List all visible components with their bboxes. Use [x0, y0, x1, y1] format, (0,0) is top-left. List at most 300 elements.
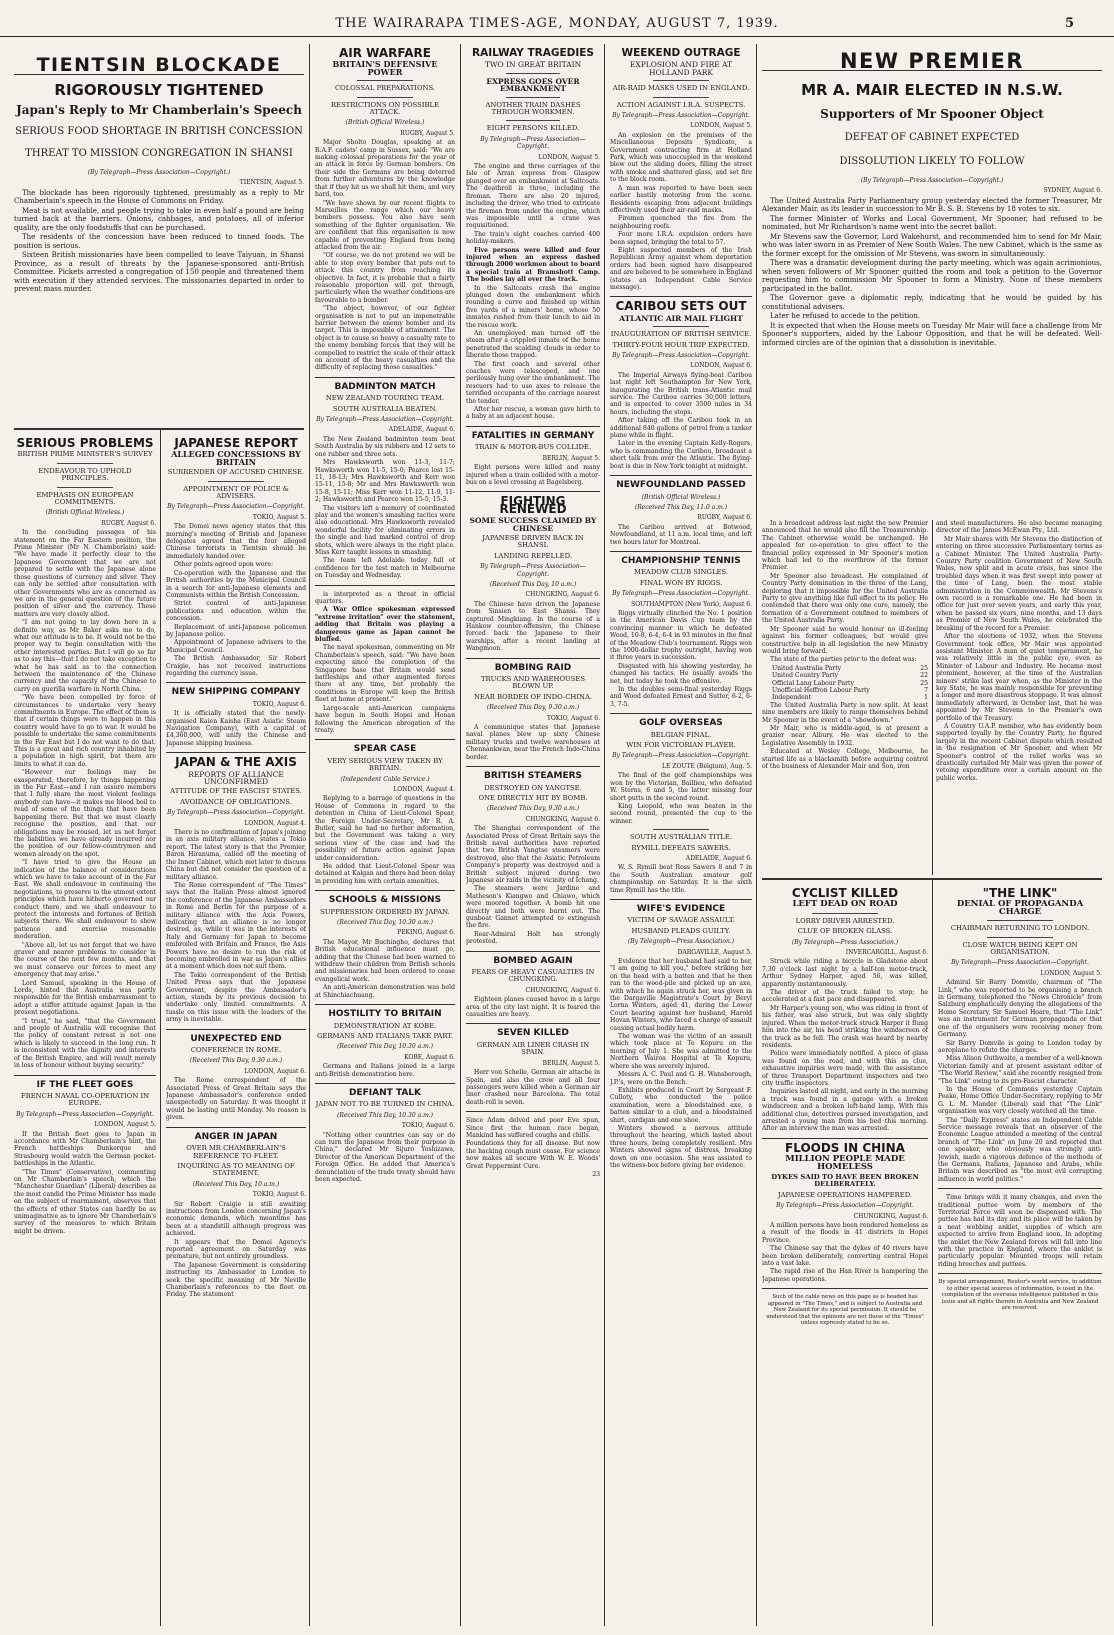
paragraph: "The Times" (Conservative), commenting on Mr Chamberlain's speech, which the "Manchester Guardian" (Liberal) describes as the most candid the Prime Minister has made on the subject of rearmament, observes that the effects of other States can hardly be as unimaginative as to ignore Mr Chamberlain's survey of the measures to which Britain might be driven.	[14, 1168, 156, 1235]
paragraph: Evidence that her husband had said to her, "I am going to kill you," before striking her on the head with a batten and that he then ran to the wood-pile and picked up an axe, with which he again struck her, was given in the Dargaville Magistrate's Court by Beryl Lorna Winters, aged 41, during the Lower Court hearing against her husband, Harold Hovan Winters, who faced a charge of assault causing actual bodily harm.	[610, 958, 752, 1032]
paragraph: The Chinese have driven the Japanese from Sinsien to East Shansi. They captured Mingkiang. In the course of a Hankow counter-offensive, the Chinese forced back the Japanese to their warships, after a recent landing at Wangmoon.	[466, 600, 600, 653]
subheading: SOUTH AUSTRALIAN TITLE.	[629, 833, 733, 842]
paragraph: The train's eight coaches carried 400 holiday-makers.	[466, 230, 600, 246]
paragraph: The Shanghai correspondent of the Associated Press of Great Britain says the British naval authorities have reported that two British Yangtse steamers were destroyed, also that the Asiatic Petroleum Company's property was destroyed and a British subject injured during two Japanese air raids in the vicinity of Ichang.	[466, 825, 600, 884]
headline: TIENTSIN BLOCKADE	[36, 54, 282, 76]
dateline: LONDON, August 5.	[690, 122, 752, 130]
headline: SEVEN KILLED	[497, 1028, 569, 1039]
paragraph: Later he refused to accede to the petition.	[770, 312, 921, 321]
subheading: MEADOW CLUB SINGLES.	[634, 568, 728, 577]
paragraph: The Mayor, Mr Buchingho, declares that British educational influence must go, adding that the Chinese had been warned to withdraw their children from British schools and missionaries had been ordered to cease evangelical work.	[315, 938, 455, 983]
party-table	[762, 665, 928, 702]
paragraph: The Imperial Airways flying-boat Caribou last night left Southampton for New York, inaugurating the British trans-Atlantic mail service. The Caribou carries 30,000 letters, and is expected to cover 3500 miles in 34 hours, including the stops.	[610, 371, 752, 416]
paragraph: Educated at Wesley College, Melbourne, he started life as a blacksmith before acquiring control of the business of Alexander Mair and Son, iron	[762, 748, 928, 770]
section-rule	[14, 428, 304, 430]
headline: UNEXPECTED END	[190, 1033, 282, 1044]
ad-text: Since Adam delved and poor Eve spun, Since first the human race began, Mankind has suffered coughs and chills.	[466, 1117, 600, 1139]
headline: WEEKEND OUTRAGE	[621, 47, 741, 59]
dateline: LONDON, August 5.	[538, 153, 600, 161]
advertisement-peppermint-cure	[466, 1117, 600, 1178]
paragraph: Eight suspected members of the Irish Republican Army against whom deportation orders had been signed have disappeared and are believed to be somewhere in England (states an Independent Cable Service message).	[610, 246, 752, 291]
party-row	[772, 665, 928, 672]
headline: ANGER IN JAPAN	[194, 1131, 278, 1142]
column-rule	[160, 430, 161, 1626]
dateline: BERLIN, August 5.	[542, 454, 600, 462]
subheading: BELGIAN FINAL.	[650, 730, 712, 739]
paragraph: "Above all, let us not forget that we have graver and nearer problems to consider in the course of the next few months, and that we must conserve our forces to meet any emergency that may arise."	[14, 941, 156, 979]
subheading: JAPANESE DRIVEN BACK IN SHANSI.	[482, 533, 584, 550]
headline: JAPANESE REPORT	[174, 436, 298, 450]
paragraph: Riggs virtually clinched the No. 1 position in the American Davis Cup team by the convincing manner in which he defeated Wood, 10-8, 6-4, 6-4 in 93 minutes in the final of the Meadow Club's tournament. Riggs won the 1000-dollar trophy outright, having won it three years in succession.	[610, 609, 752, 662]
paragraph: W. S. Rymill beat Ross Sawers 8 and 7 in the South Australian amateur golf championship on Saturday. It is the sixth time Rymill has the title.	[610, 864, 752, 894]
headline: SERIOUS PROBLEMS	[16, 436, 154, 450]
paragraph: The engine and three carriages of the Isle of Arran express from Glasgow plunged over an embankment at Saltcoats. The deathroll is three, including the fireman. There are also 20 injured, including the driver, who tried to extricate the fireman from under the engine, which was impossible until a crane was requisitioned.	[466, 163, 600, 230]
headline: CHAMPIONSHIP TENNIS	[621, 555, 741, 566]
credit-line: By Telegraph—Press Association—Copyright.	[951, 959, 1089, 967]
credit-line: By Telegraph—Press Association—Copyright.	[480, 563, 586, 578]
subheading: THIRTY-FOUR HOUR TRIP EXPECTED.	[612, 340, 750, 349]
paragraph: The rapid rise of the Han River is hampering the Japanese operations.	[762, 1268, 928, 1283]
paragraph: Eight persons were killed and many injured when a train collided with a motor-bus on a level crossing at Bagelsberg.	[466, 464, 600, 486]
paragraph: Mr Harper's young son, who was riding in front of his father, was also struck, but was only slightly injured. When the motor-truck struck Harper it flung him into the air, his head striking the windscreen of the truck as he fell. The crash was heard by nearby residents.	[762, 1004, 928, 1049]
credit-line: (By Telegraph—Press Association.)	[791, 938, 899, 946]
paragraph: The Caribou arrived at Botwood, Newfoundland, at 11 a.m. local time, and left two hours later for Montreal.	[610, 523, 752, 546]
party-count: 7	[924, 686, 928, 694]
paragraph: Five persons were killed and four injured when an express dashed through 2000 workmen about to board a special train at Bramshott Camp. The bodies lay all over the track.	[466, 246, 600, 284]
paragraph: The driver of the truck failed to stop; he accelerated at a fast pace and disappeared.	[762, 989, 928, 1004]
paragraph: Mrs Hawksworth won 11-3, 11-7; Hawksworth won 11-5, 15-0; Pearce lost 15-11, 18-13; Mrs Hawksworth and Kerr won 15-11, 15-8; Mr and Mrs Hawksworth won 15-8, 15-11; Miss Kerr won 11-12, 11-9, 11-2; Hawksworth and Pearce won 15-5, 15-3.	[315, 459, 455, 504]
dateline: CHUNGKING, August 6.	[525, 815, 600, 823]
credit-line: (Received This Day, 9.30 a.m.)	[486, 704, 580, 712]
headline: NEW PREMIER	[839, 49, 1025, 73]
dateline: TOKIO, August 6.	[401, 1122, 455, 1130]
paragraph: King Leopold, who was beaten in the second round, presented the cup to the winner.	[610, 802, 752, 825]
paragraph: The British Ambassador, Sir Robert Craigie, has not received instructions regarding the currency issue.	[166, 655, 306, 677]
masthead	[0, 10, 1114, 37]
paragraph: Appointment of Japanese advisers to the Municipal Council.	[166, 639, 306, 654]
paragraph: After taking off the Caribou took in an additional 840 gallons of petrol from a tanker plane while in flight.	[610, 417, 752, 440]
subheading: ONE DIRECTLY HIT BY BOMB.	[478, 793, 588, 802]
credit-line: (Received This Day, 10 a.m.)	[192, 1180, 280, 1188]
headline: CYCLIST KILLED	[791, 886, 899, 900]
subheading: LEFT DEAD ON ROAD	[792, 899, 898, 910]
dateline: TOKIO, August 6.	[252, 1191, 306, 1199]
headline: IF THE FLEET GOES	[36, 1079, 134, 1090]
paragraph: Herr von Schelle, German air attache in Spain, and also the crew and all four passengers were killed when a German air liner crashed near Barcelona. The total death-roll is seven.	[466, 1069, 600, 1106]
party-count: 25	[920, 679, 928, 687]
credit-line: (By Telegraph—Press Association.)	[627, 938, 735, 946]
subheading: FINAL WON BY RIGGS.	[639, 578, 723, 587]
headline-tertiary: Supporters of Mr Spooner Object	[820, 106, 1044, 121]
paragraph: Replacement of anti-Japanese policemen by Japanese police.	[166, 623, 306, 638]
headline: AIR WARFARE	[339, 46, 431, 60]
paragraph: There was a dramatic development during the party meeting, which was again acrimonious, when seven followers of Mr Spooner quitted the room and took a petition to the Governor requesting him to commission Mr Spooner to form a Ministry. None of these members participated in the ballot.	[762, 259, 1102, 293]
credit-line: (By Telegraph—Press Association—Copyright.)	[87, 169, 231, 177]
party-count: 25	[920, 664, 928, 672]
credit-line: (Received This Day, 9.30 a.m.)	[189, 1057, 283, 1065]
subheading: ENDEAVOUR TO UPHOLD PRINCIPLES.	[38, 466, 132, 483]
paragraph: Exhibits produced in Court by Sergeant F. Culloty, who conducted the police examination, were a bloodstained axe, a batten similar to a club, and a bloodstained shirt, cardigan and one shoe.	[610, 1086, 752, 1124]
paragraph: Four more I.R.A. expulsion orders have been signed, bringing the total to 57.	[610, 231, 752, 246]
subheading: HUSBAND PLEADS GUILTY.	[631, 926, 731, 935]
paragraph: It is expected that when the House meets on Tuesday Mr Mair will face a challenge from Mr Spooner's supporters, aided by the Labour Opposition, and that he will be defeated. Well-informed circles are of the opinion that a dissolution is inevitable.	[762, 321, 1102, 347]
paragraph: Major Sholto Douglas, speaking at an R.A.F. cadets' camp in Sussex, said: "We are making colossal preparations for the year of an attack in force by German bombers. On their side the Germans are being deterred from further adventures by the knowledge that if they hit us we shall hit them, and very hard, too.	[315, 139, 455, 199]
party-count: 1	[924, 694, 928, 702]
paragraph: The naval spokesman, commenting on Mr Chamberlain's speech, said: "We have been expecting since the completion of the Singapore base that Britain would send battleships and other augmented forces there at any time, but probably the conditions in Europe will keep the British fleet at home at present."	[315, 644, 455, 704]
subheading: ATLANTIC AIR MAIL FLIGHT	[619, 313, 743, 323]
subheading: DESTROYED ON YANGTSE.	[484, 783, 582, 792]
paragraph: Admiral Sir Barry Domvile, chairman of "The Link," who was reported to be organising a branch in Germany, telephoned the "News Chronicle" from Salzburg emphatically denying the allegations of the Home Secretary, Sir Samuel Hoare, that "The Link" was an instrument for German propaganda or that one of the organisers were receiving money from Germany.	[938, 979, 1102, 1039]
credit-line: By Telegraph—Press Association—Copyright.	[167, 809, 305, 817]
subheading: OVER MR CHAMBERLAIN'S REFERENCE TO FLEET.	[186, 1144, 286, 1160]
paragraph: is interpreted as a threat in official quarters.	[315, 590, 455, 605]
paragraph: The state of the parties prior to the defeat was:	[770, 656, 917, 664]
paragraph: Germans and Italians joined in a large anti-British demonstration here.	[315, 1063, 455, 1078]
column-7-lower	[938, 884, 1102, 1624]
paragraph: Mr Stevens saw the Governor, Lord Wakehurst, and recommended him to send for Mr Mair, who was later sworn in as Premier of New South Wales. The new Cabinet, which is the same as the former except for the omission of Mr Stevens, was sworn in simultaneously.	[762, 232, 1102, 258]
paragraph: Disgusted with his showing yesterday, he changed his tactics. He usually avoids the net, but today he took the offensive.	[610, 662, 752, 685]
party-name: Official Lang Labour Party	[772, 679, 854, 687]
dateline: LONDON, August 6.	[244, 1067, 306, 1075]
subheading: MILLION PEOPLE MADE HOMELESS	[785, 1154, 905, 1172]
headline: CARIBOU SETS OUT	[615, 299, 747, 314]
headline: BOMBING RAID	[494, 662, 572, 673]
paragraph: Inquiries lasted all night, and early in the morning a truck was found in a garage with a broken windscreen and a broken left-hand lamp. With this additional clue, detectives pursued investigation, and arrested a young man from his bed this morning. After an interview the man was arrested.	[762, 1088, 928, 1133]
credit-line: (Received This Day, 10.30 a.m.)	[337, 1043, 433, 1051]
dateline: LONDON, August 4.	[244, 819, 306, 827]
subheading: CONFERENCE IN ROME.	[190, 1046, 282, 1055]
subheading: SUPPRESSION ORDERED BY JAPAN.	[320, 907, 450, 916]
paragraph: Mr Spooner said he would honour no ill-feeling against his former colleagues, but would give constructive help in all legislation the new Ministry would bring forward.	[762, 625, 928, 655]
column-6-lower	[762, 884, 928, 1624]
party-row	[772, 687, 928, 694]
subheading: VERY SERIOUS VIEW TAKEN BY BRITAIN.	[327, 756, 443, 773]
dateline: INVERCARGILL, August 6.	[845, 949, 928, 957]
paragraph: An explosion on the premises of the Miscellaneous Deposits Syndicate, a Government contracting firm at Holland Park, which was unoccupied in the weekend blew out the sliding doors, filling the street with smoke and shattered glass, and set fire to the block room.	[610, 131, 752, 184]
column-rule	[932, 880, 933, 1626]
headline-secondary: MR A. MAIR ELECTED IN N.S.W.	[801, 81, 1063, 100]
footnote: Such of the cable news on this page as is headed has appeared in "The Times," and is subject to Australia and New Zealand for its special permission. It should be understood that the opinions are not those of the "Times" unless expressly stated to be so.	[766, 1294, 924, 1326]
paragraph: After the elections of 1932, when the Stevens Government took office, Mr Mair was appointed assistant Minister. A man of quiet temperament, he was relatively little in the public eye, even as Minister of Labour and Industry. He became most prominent, however, at the time of the Australian miners' strike last year when, as the Minister in the key State, he was mainly responsible for preventing a longer and more disastrous stoppage. It was almost immediately afterward, in October last, that he was appointed by Mr Stevens to the Premier's own portfolio of the Treasury.	[936, 633, 1102, 722]
subheading: DEFEAT OF CABINET EXPECTED	[844, 132, 1020, 144]
dateline: TOKIO, August 5.	[252, 513, 306, 521]
party-name: Independent	[772, 694, 812, 702]
paragraph: Eighteen planes caused havoc in a large area of the city last night. It is feared the casualties are heavy.	[466, 996, 600, 1019]
paragraph: After her rescue, a woman gave birth to a baby at an adjacent house.	[466, 406, 600, 421]
dateline: DARGAVILLE, August 5.	[677, 948, 752, 956]
paragraph: The United Australia Party Parliamentary group yesterday elected the former Treasurer, Mr Alexander Mair, as its leader in succession to Mr B. S. B. Stevens by 18 votes to six.	[762, 196, 1102, 214]
paragraph: He added that Lieut-Colonel Spear was detained at Kalgan and there had been delay in providing him with certain amenities.	[315, 863, 455, 885]
headline: "THE LINK"	[982, 886, 1058, 900]
credit-line: (Received This Day, 11.0 a.m.)	[634, 503, 728, 511]
paragraph: The Governor gave a diplomatic reply, indicating that he would be guided by his constitutional advisers.	[762, 294, 1102, 311]
party-count: 22	[920, 672, 928, 680]
ad-text: Foundations they for all disease. But now the hacking cough must cease, For science now makes all secure With W. E. Woods' Great Peppermint Cure.	[466, 1140, 600, 1170]
article-new-premier	[762, 44, 1102, 514]
paragraph: The Chinese say that the dykes of 40 rivers have been broken deliberately, converting central Hopei into a vast lake.	[762, 1245, 928, 1268]
column-rule	[932, 520, 933, 875]
column-rule	[604, 44, 605, 1626]
dateline: RUGBY, August 5.	[400, 129, 455, 137]
subheading: DEMONSTRATION AT KOBE.	[333, 1021, 437, 1030]
subheading: DISSOLUTION LIKELY TO FOLLOW	[839, 155, 1025, 167]
subheading: GERMAN AIR LINER CRASH IN SPAIN.	[476, 1040, 590, 1057]
paragraph: Other points agreed upon were:	[174, 561, 274, 569]
paragraph: and steel manufacturers. He also became managing director of the James McEwan Pty., Ltd.	[936, 520, 1102, 535]
credit-line: By Telegraph—Press Association—Copyright.	[316, 416, 454, 424]
subheading: CLOSE WATCH BEING KEPT ON ORGANISATION.	[962, 940, 1078, 957]
subheading: TRUCKS AND WAREHOUSES BLOWN UP.	[480, 675, 586, 691]
subheading: BRITAIN'S DEFENSIVE POWER	[332, 59, 438, 77]
credit-line: By Telegraph—Press Association—Copyright.	[612, 752, 750, 760]
party-row	[772, 694, 928, 701]
subheading: JAPANESE OPERATIONS HAMPERED.	[777, 1190, 913, 1199]
paragraph: If the British fleet goes to Japan in accordance with Mr Chamberlain's hint, the French battleships Dunkerque and Strasbourg would watch the German pocket-battleships in the Atlantic.	[14, 1130, 156, 1168]
dateline: TOKIO, August 6.	[546, 714, 600, 722]
paragraph: Mr Mair shares with Mr Stevens the distinction of entering on three successive Parliamentary terms as a Cabinet Minister. The United Australia Party-Country Party coalition Government of New South Wales, now split and in acute crisis, has since the troubled days when it was first swept into power at the time of Lang, been the most stable administration in the Commonwealth. Mr Stevens's own record is a remarkable one. He had been in office for just over seven years, and early this year, when he passed six years, nine months, and 13 days as Premier of New South Wales, he celebrated the breaking of the record for a Premier.	[936, 535, 1102, 632]
paragraph: A War Office spokesman expressed "extreme irritation" over the statement, adding that Britain was playing a dangerous game as Japan cannot be bluffed.	[315, 606, 455, 644]
subheading: COLOSSAL PREPARATIONS.	[334, 84, 436, 93]
subheading: EIGHT PERSONS KILLED.	[486, 124, 580, 133]
paragraph: Rear-Admiral Holt has strongly protested.	[466, 930, 600, 946]
footnote: By special arrangement, Reuter's world service, in addition to other special sources of information, is used in the compilation of the overseas intelligence published in this issue and all rights therein in Australia and New Zealand are reserved.	[938, 1279, 1102, 1311]
headline: BADMINTON MATCH	[334, 381, 436, 392]
subheading: NEW ZEALAND TOURING TEAM.	[325, 394, 445, 403]
subheading: EMPHASIS ON EUROPEAN COMMITMENTS.	[36, 490, 134, 507]
paragraph: The team left Adelaide today full of confidence for the test match in Melbourne on Tuesday and Wednesday.	[315, 557, 455, 580]
dateline: CHUNGKING, August 6.	[525, 986, 600, 994]
paragraph: "I have tried to give the House an indication of the balance of considerations which we have to take account of in the Far East. We shall endeavour in continuing the negotiations, to preserve to the utmost extent principles which have hitherto governed our conduct there, and we shall endeavour to protect the interests and fortunes of British subjects there. We shall endeavour to show patience and exercise reasonable moderation.	[14, 859, 156, 941]
column-rule	[460, 44, 461, 1626]
paragraph: The woman was the victim of an assault which took place at Te Kopuru on the morning of July 1. She was admitted to the Northern Wairoa Hospital at Te Kopuru, where she was severely injured.	[610, 1033, 752, 1070]
subheading: CHAIRMAN RETURNING TO LONDON.	[950, 924, 1090, 933]
paragraph: There is no confirmation of Japan's joining in an axis military alliance, states a Tokio report. The latest story is that the Premier, Baron Hiranuma, called off the meeting of the Inner Cabinet, which met later to discuss China but did not consider the question of a military alliance.	[166, 829, 306, 881]
headline: NEWFOUNDLAND PASSED	[616, 480, 746, 491]
paragraph: "I am not going to lay down here in a definite way, as Mr Baker asks me to do, what our attitude is to be. It would not be the proper way to begin consultation with the other interested parties. But I will go so far as to say this—that I do not take exception to what he has said as to the connection between the maintenance of the Chinese currency and the capacity of the Chinese to carry on guerilla warfare in North China.	[14, 619, 156, 693]
paragraph: A million persons have been rendered homeless as a result of the floods in 41 districts in Hopei Province.	[762, 1222, 928, 1244]
paragraph: "The object, however, of our fighter organisation is not to put an impenetrable barrier between the enemy bomber and its target. This is impossible of attainment. The object is to cause so heavy a casualty rate to the enemy bombing forces that they will be compelled to restrict the scale of their attack on account of the heavy casualties and the difficulty of replacing those casualties."	[315, 305, 455, 372]
paragraph: "We have shown by our recent flights to Marseilles the range which our heavy bombers possess. You also have seen something of the fighter organisation. We are confident that this organisation is now capable of preventing England from being attacked from the air.	[315, 199, 455, 251]
paragraph: "I trust," he said, "that the Government and people of Australia will recognise that the policy of constant retreat is not one which is likely to succeed in the long run. It is inconsistent with the dignity and interests of the British Empire, and will result merely in loss of honour without buying security."	[14, 1017, 156, 1070]
headline: FATALITIES IN GERMANY	[471, 430, 595, 441]
subheading: BRITISH PRIME MINISTER'S SURVEY	[17, 450, 153, 459]
party-name: United Country Party	[772, 672, 839, 680]
subheading: ANOTHER TRAIN DASHES THROUGH WORKMEN.	[485, 100, 581, 117]
paragraph: An anti-American demonstration was held at Shinchiachuang.	[315, 984, 455, 999]
paragraph: Miss Alison Outhwaite, a member of a well-known Victorian family and at present assistant editor of "The World Review," said she recently resigned from "The Link" owing to its pro-Fascist character.	[938, 1055, 1102, 1085]
subheading: THREAT TO MISSION CONGREGATION IN SHANSI	[25, 147, 293, 159]
dateline: ADELAIDE, August 6.	[685, 854, 752, 862]
column-rule	[756, 44, 757, 1626]
paragraph: The blockade has been rigorously tightened, presumably as a reply to Mr Chamberlain's speech in the House of Commons on Friday.	[14, 188, 304, 206]
subheading: AVOIDANCE OF OBLIGATIONS.	[180, 797, 292, 806]
article-serious-problems	[14, 434, 156, 1624]
paragraph: The Rome correspondent of the Associated Press of Great Britain says the Japanese Ambassador's conference ended unexpectedly on Saturday. It was thought it would be lasting until Monday. No reason is given.	[166, 1077, 306, 1122]
paragraph: Struck while riding a bicycle in Gladstone about 7.30 o'clock last night by a half-ton motor-truck, Arthur Sydney Harper, aged 56, was killed, apparently instantaneously.	[762, 958, 928, 988]
article-new-premier-cont-a	[762, 520, 928, 875]
subheading: CLUE OF BROKEN GLASS.	[797, 927, 893, 936]
headline-tertiary: Japan's Reply to Mr Chamberlain's Speech	[16, 102, 302, 117]
dateline: LONDON, August 5.	[94, 1121, 156, 1129]
subheading: NEAR BORDER OF INDO-CHINA.	[473, 692, 593, 701]
paragraph: The Japanese Government is considering instructing its Ambassador in London to seek the specific meaning of Mr Neville Chamberlain's references to the fleet on Friday. The statement	[166, 1261, 306, 1299]
party-row	[772, 672, 928, 679]
subheading: APPOINTMENT OF POLICE & ADVISERS.	[183, 484, 289, 501]
headline: HOSTILITY TO BRITAIN	[328, 1009, 442, 1020]
paragraph: Sir Robert Craigie is still awaiting instructions from London concerning Japan's economic demands, which meantime has been at a standstill although progress was achieved.	[166, 1200, 306, 1238]
paragraph: Strict control of anti-Japanese publications and education within the concession.	[166, 600, 306, 623]
paragraph: In the concluding passages of his statement on the Far Eastern position, the Prime Minister (Mr N. Chamberlain) said: "We have made it perfectly clear to the Japanese Government that we are not prepared to settle with the Japanese alone those questions of currency and silver. They can only be settled after consultation with other Governments who are as concerned as we are in the general question of the future position of silver and the currency. These matters are very closely allied.	[14, 529, 156, 618]
headline: BOMBED AGAIN	[493, 955, 573, 966]
paragraph: A man was reported to have been seen earlier hastily motoring from the scene. Residents escaping from adjacent buildings effectively used their air-raid masks.	[610, 184, 752, 214]
dateline: PEKING, August 6.	[397, 929, 455, 937]
credit-line: (Received This Day, 9.30 a.m.)	[486, 805, 580, 813]
paragraph: The former Minister of Works and Local Government, Mr Spooner, had refused to be nominated, but Mr Richardson's name went into the secret ballot.	[762, 214, 1102, 232]
paragraph: In the Saltcoats crash the engine plunged down the embankment which rounding a curve and finished up within five yards of a miners' home, whose 50 inmates rushed from their lunch to aid in the rescue work.	[466, 284, 600, 329]
credit-line: By Telegraph—Press Association—Copyright.	[612, 352, 750, 359]
party-name: Unofficial Heffron Labour Party	[772, 686, 870, 694]
article-tientsin-blockade	[14, 44, 304, 426]
paragraph: In the House of Commons yesterday Captain Peake, Home Office Under-Secretary, replying to Mr G. L. M. Mander (Liberal) said that "The Link" organisation was very closely watched all the time.	[938, 1085, 1102, 1116]
subheading: LANDING REPELLED.	[493, 551, 572, 560]
paragraph: "We have been compelled by force of circumstances to undertake very heavy commitments in Europe. The effect of them is that if certain things were to happen in this country would have to go to war. It would be possible to undertake the same commitments in the Far East but I do not want to do that. This is a great and rich country inhabited by a population in high spirit, but there are limits to what it can do.	[14, 694, 156, 768]
paragraph: The residents of the concession have been reduced to tinned foods. The position is serious.	[14, 233, 304, 250]
credit-line: (By Telegraph—Press Association—Copyright.)	[860, 177, 1004, 185]
paragraph: The New Zealand badminton team beat South Australia by six rubbers and 12 sets to one rubber and three sets.	[315, 435, 455, 458]
section-rule	[762, 878, 1102, 880]
dateline: LONDON, August 5.	[1040, 969, 1102, 977]
subheading: SOME SUCCESS CLAIMED BY CHINESE	[469, 516, 597, 533]
paragraph: Firemen quenched the fire from the neighbouring roofs.	[610, 215, 752, 230]
column-rule	[309, 44, 310, 1626]
dateline: RUGBY, August 6.	[697, 514, 752, 522]
dateline: LONDON, August 6.	[690, 362, 752, 370]
party-row	[772, 680, 928, 687]
paragraph: A Country U.A.P. member, who has evidently been supported loyally by the Country Party, he figured largely in the recent Cabinet dispute which resulted in the resignation of Mr Spooner, and when Mr Spooner's control of the relief works was so drastically curtailed Mr Mair was given the power of vetoing expenditure over a certain amount on the public works.	[936, 722, 1102, 782]
paragraph: Messrs A. C. Paul and G. H. Wansborough, J.P.'s, were on the Bench.	[610, 1071, 752, 1086]
paragraph: Lord Samuel, speaking in the House of Lords, hinted that Australia was partly responsible for the British embarrassment to adopt a stiffer attitude against Japan in the present negotiations.	[14, 979, 156, 1017]
credit-line: By Telegraph—Press Association—Copyright.	[480, 135, 586, 151]
subheading: RESTRICTIONS ON POSSIBLE ATTACK.	[330, 100, 439, 117]
dateline: LE ZOUTE (Belgium), Aug. 5.	[662, 762, 752, 770]
paragraph: Mr Spooner also broadcast. He complained of Country Party domination in the three of the Lang, deploring that it impossible for the United Australia Party to give anything like full effect to its policy. He contended that there was only one cure, namely, the formation of a Government confined to members of the United Australia Party.	[762, 572, 928, 625]
headline: SCHOOLS & MISSIONS	[328, 895, 442, 906]
headline-secondary: RIGOROUSLY TIGHTENED	[54, 81, 264, 100]
credit-line: By Telegraph—Press Association—Copyright.	[776, 1202, 914, 1210]
article-japanese-report	[166, 434, 306, 1624]
paragraph: The Tokio correspondent of the British United Press says that the Japanese Government, despite the Ambassador's action, stands by its previous decision to undertake only limited commitments. A tussle on this issue with the leaders of the army is inevitable.	[166, 971, 306, 1024]
column-4	[466, 44, 600, 1624]
subheading: INQUIRING AS TO MEANING OF STATEMENT.	[177, 1161, 295, 1178]
headline: NEW SHIPPING COMPANY	[171, 687, 301, 698]
headline: DEFIANT TALK	[349, 1087, 421, 1098]
paragraph: An unemployed man turned off the steam after a crippled inmate of the home penetrated the scalding clouds in order to liberate those trapped.	[466, 330, 600, 360]
credit-line: (Independent Cable Service.)	[340, 775, 430, 783]
paragraph: "Of course, we do not pretend we will be able to stop every bomber that puts out to attack this country from reaching its objective. In fact, it is probable that a fairly reasonable proportion will get through, particularly when the weather conditions are favourable to a bomber.	[315, 252, 455, 304]
subheading: SOUTH AUSTRALIA BEATEN.	[332, 404, 438, 413]
subheading: SURRENDER OF ACCUSED CHINESE.	[167, 468, 305, 477]
paragraph: Mr Mair, who is middle-aged, is at present a grazier near Albury. He was elected to the Legislative Assembly in 1932.	[762, 724, 928, 747]
paragraph: Police were immediately notified. A piece of glass was found on the road, and with this as clue, exhaustive inquiries were made, with the assistance of three Transport Department inspectors and two city traffic inspectors.	[762, 1050, 928, 1087]
headline: FIGHTING RENEWED	[499, 494, 567, 516]
paragraph: The first coach and several other coaches were telescoped, and one perilously hung over the embankment. The rescuers had to use axes to release the terrified occupants of the carriage nearest the tender.	[466, 360, 600, 405]
paragraph: Replying to a barrage of questions in the House of Commons in regard to the detention in China of Lieut-Colonel Spear, the Foreign Under-Secretary, Mr R. A. Butler, said he had no further information, but the Government was taking a very serious view of the case and had the possibility of future action against Japan under consideration.	[315, 795, 455, 862]
dateline: LONDON, August 4.	[393, 785, 455, 793]
paragraph: Large-scale anti-American campaigns have begun in South Hopei and Honan following the American abrogation of the treaty.	[315, 704, 455, 734]
column-3	[315, 44, 455, 1624]
subheading: RYMILL DEFEATS SAWERS.	[631, 843, 731, 852]
headline: RAILWAY TRAGEDIES	[471, 47, 594, 59]
page-number: 5	[1064, 16, 1074, 31]
paragraph: The United Australia Party is now split. At least nine members are likely to range themselves behind Mr Spooner in the event of a "showdown."	[762, 701, 928, 724]
party-name: United Australia Party	[772, 664, 842, 672]
credit-line: (Received This Day, 10 a.m.)	[489, 580, 577, 588]
dateline: SYDNEY, August 6.	[1043, 187, 1102, 195]
credit-line: By Telegraph—Press Association—Copyright.	[612, 590, 750, 598]
paragraph: The visitors left a memory of coordinated play and the women's smashing tactics were also educational. Mrs Hawksworth revealed wonderful facility for eliminating errors in the single and had marked control of drop shots, which were always in the right place. Miss Kerr taught lessons in smashing.	[315, 504, 455, 556]
credit-line: (British Official Wireless.)	[641, 493, 721, 501]
credit-line: By Telegraph—Press Association—Copyright.	[16, 1110, 154, 1118]
paragraph: Co-operation with the Japanese and the British authorities by the Municipal Council in a search for anti-Japanese elements and Communists within the British Concession.	[166, 569, 306, 599]
paragraph: The Domei news agency states that this morning's meeting of British and Japanese delegates agreed that the four alleged Chinese terrorists in Tientsin should be immediately handed over.	[166, 523, 306, 560]
subheading: WIN FOR VICTORIAN PLAYER.	[626, 741, 736, 750]
dateline: CHUNGKING, August 6.	[525, 591, 600, 599]
paragraph: In the doubles semi-final yesterday Riggs and Wood defeated Ernest and Sutter, 6-2, 6-3, 7-5.	[610, 686, 752, 708]
paragraph: Time brings with it many changes, and even the traditional puttee worn by members of the Territorial Force will soon be dispensed with. The puttee has had its day and its place will be taken by a neat webbing anklet, supplies of which are expected to arrive from England soon. In adopting the anklet the New Zealand forces will fall into line with the practice in England, where the anklet is particularly popular. Mounted troops will retain riding breeches and puttees.	[938, 1194, 1102, 1268]
paragraph: The final of the golf championships was won by the Victorian, Baillieu, who defeated W. Sterns, 6 and 5, the latter missing four short putts in the second round.	[610, 772, 752, 802]
subheading: REPORTS OF ALLIANCE UNCONFIRMED	[188, 769, 284, 787]
paragraph: The steamers were Jardine and Matheson's Kiangwo and Chiawo, which were moored together. A bomb hit one directly and both were burnt out. The gunboat Gannet attempted to extinguish the fire.	[466, 885, 600, 930]
paragraph: The Rome correspondent of "The Times" says that the Italian Press almost ignored the conference of the Japanese Ambassadors in Rome and Berlin for the purpose of a military alliance with the Axis Powers, indicating that an alliance is no longer desired, as, while it was in the interests of Italy and Germany for Japan to become embroiled with Britain and France, the Axis Powers have no desire to run the risk of becoming embroiled in war as Japan's allies at a moment which does not suit them.	[166, 881, 306, 971]
dateline: SOUTHAMPTON (New York), August 6.	[631, 600, 752, 608]
subheading: TWO IN GREAT BRITAIN	[484, 60, 582, 70]
dateline: TOKIO, August 6.	[252, 700, 306, 708]
dateline: RUGBY, August 6.	[101, 519, 156, 527]
headline: SPEAR CASE	[353, 744, 417, 755]
headline: BRITISH STEAMERS	[483, 771, 583, 782]
column-5	[610, 44, 752, 1624]
paragraph: It is officially stated that the newly-organised Kaien Kaisha (East Asiatic Steam Navigation Company), with a capital of £4,360,000, will unify the Chinese and Japanese shipping business.	[166, 710, 306, 747]
subheading: JAPAN NOT TO BE TURNED IN CHINA.	[315, 1100, 455, 1109]
subheading: GERMANS AND ITALIANS TAKE PART.	[316, 1031, 454, 1040]
dateline: CHUNGKING, August 6.	[853, 1212, 928, 1220]
subheading: DYKES SAID TO HAVE BEEN BROKEN DELIBERATELY.	[771, 1173, 919, 1189]
subheading: VICTIM OF SAVAGE ASSAULT.	[627, 916, 735, 925]
subheading: FEARS OF HEAVY CASUALTIES IN CHUNGKING.	[471, 968, 595, 984]
subheading: DENIAL OF PROPAGANDA CHARGE	[956, 899, 1084, 917]
headline: GOLF OVERSEAS	[639, 718, 723, 729]
subheading: EXPRESS GOES OVER EMBANKMENT	[486, 76, 580, 94]
headline: JAPAN & THE AXIS	[175, 755, 297, 770]
credit-line: (Received This Day, 10.30 a.m.)	[337, 1111, 433, 1119]
paragraph: In a broadcast address last night the new Premier announced that he would also fill the Treasurership. The Cabinet otherwise would be unchanged. He appealed for co-operation to give effect to the financial policy expressed in Mr Spooner's motion which had led to the overthrow of the former Premier.	[762, 520, 928, 572]
article-new-premier-cont-b	[936, 520, 1102, 875]
masthead-title: THE WAIRARAPA TIMES-AGE, MONDAY, AUGUST 7, 1939.	[335, 16, 779, 31]
headline: WIFE'S EVIDENCE	[636, 903, 726, 914]
ad-number: 23	[592, 1170, 600, 1178]
paragraph: The "Daily Express" states an Independent Cable Service message reveals that an observer of the Economic League attended a meeting of the central branch of "The Link" on June 20 and reported that one speaker, who obviously was strongly anti-Jewish, made a vigorous defence of the methods of the Germans, Italians, Japanese and Arabs, while Britain was described as "the most evil corrupting influence in world politics."	[938, 1116, 1102, 1183]
credit-line: By Telegraph—Press Association—Copyright.	[612, 112, 750, 120]
subheading: INAUGURATION OF BRITISH SERVICE.	[610, 330, 752, 339]
paragraph: A communique states that Japanese naval planes blew up sixty Chinese military trucks and twelve warehouses at Chennankwan, near the French Indo-China border.	[466, 724, 600, 761]
headline: FLOODS IN CHINA	[785, 1140, 905, 1155]
dateline: KOBE, August 6.	[404, 1053, 455, 1061]
subheading: TRAIN & MOTOR-BUS COLLIDE.	[474, 443, 592, 452]
paragraph: Sir Barry Domvile is going to London today by aeroplane to refute the charges.	[938, 1039, 1102, 1054]
subheading: ACTION AGAINST I.R.A. SUSPECTS.	[616, 100, 746, 109]
paragraph: Winters showed a nervous attitude throughout the hearing, which lasted about three hours, being completely resilient. Mrs Winters showed signs of distress, breaking down on one occasion. She was assisted to the witness-box before giving her evidence.	[610, 1124, 752, 1169]
subheading: LORRY DRIVER ARRESTED.	[795, 916, 895, 925]
